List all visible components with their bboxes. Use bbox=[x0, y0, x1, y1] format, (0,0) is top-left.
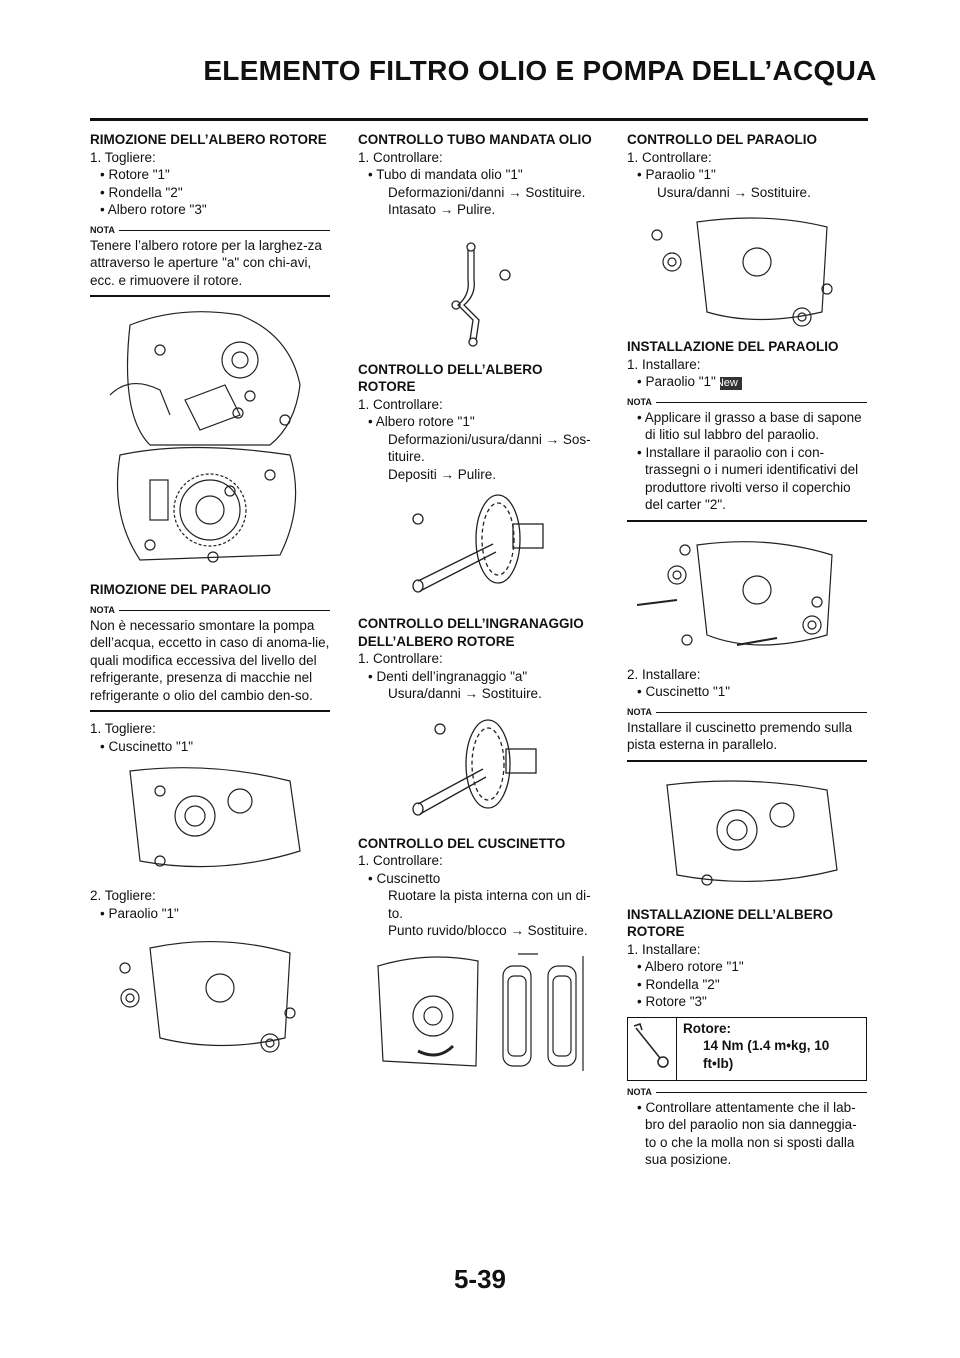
spec-value: 14 Nm (1.4 m•kg, 10 ft•lb) bbox=[703, 1038, 830, 1071]
nota-header: NOTA bbox=[90, 225, 330, 237]
heading-controllo-albero: CONTROLLO DELL’ALBERO ROTORE bbox=[358, 361, 543, 394]
nota-end-rule bbox=[90, 295, 330, 297]
nota-header: NOTA bbox=[627, 397, 867, 409]
nota-text: • Applicare il grasso a base di sapone di litio sul labbro del paraolio. bbox=[637, 409, 862, 442]
nota-header: NOTA bbox=[627, 1087, 867, 1099]
bearing-removal-illustration bbox=[90, 761, 330, 881]
bullet: • Albero rotore "1" bbox=[637, 959, 744, 974]
nota-end-rule bbox=[627, 760, 867, 762]
step: 1. Installare: bbox=[627, 941, 701, 957]
instruction: Ruotare la pista interna con un di-to. bbox=[388, 888, 591, 921]
step: 2. Installare: bbox=[627, 666, 701, 682]
nota-text: Non è necessario smontare la pompa dell’acqua, eccetto in caso di anoma-lie, quali modifica eccessiva del livello del refrigerante, presenza di macchie nel refrigerante o olio del cambio den-so. bbox=[90, 617, 330, 703]
column-1 bbox=[90, 131, 330, 1064]
oil-seal-install-illustration bbox=[627, 530, 867, 660]
step: 1. Controllare: bbox=[358, 853, 443, 868]
instruction: Intasato → Pulire. bbox=[388, 202, 496, 217]
heading-controllo-tubo: CONTROLLO TUBO MANDATA OLIO bbox=[358, 132, 592, 147]
rotor-shaft-illustration bbox=[358, 489, 598, 609]
nota-header: NOTA bbox=[90, 605, 330, 617]
bullet: • Paraolio "1" bbox=[637, 167, 716, 182]
bullet: • Cuscinetto "1" bbox=[100, 738, 194, 754]
rotor-removal-illustration bbox=[90, 305, 330, 575]
bullet: • Albero rotore "3" bbox=[100, 202, 207, 217]
instruction: Depositi → Pulire. bbox=[388, 466, 497, 482]
bullet: • Cuscinetto bbox=[368, 870, 441, 886]
nota-header: NOTA bbox=[627, 707, 867, 719]
oil-seal-removal-illustration bbox=[90, 928, 330, 1058]
nota-text: • Installare il paraolio con i con-trassegni o i numeri identificativi del produttore rivolti verso il coperchio del carter "2". bbox=[637, 444, 859, 512]
step: 1. Controllare: bbox=[358, 396, 443, 412]
spec-label: Rotore: bbox=[683, 1020, 731, 1036]
nota-text: • Controllare attentamente che il lab-bro del paraolio non sia danneggia-to o che la molla non si sposti dalla sua posizione. bbox=[637, 1099, 857, 1167]
bullet: • Denti dell’ingranaggio "a" bbox=[368, 668, 528, 684]
step: 1. Togliere: bbox=[90, 149, 156, 165]
instruction: Deformazioni/danni → Sostituire. bbox=[388, 184, 586, 200]
step: 1. Installare: bbox=[627, 356, 701, 372]
oil-seal-check-illustration bbox=[627, 207, 867, 332]
page-title: ELEMENTO FILTRO OLIO E POMPA DELL’ACQUA bbox=[203, 55, 877, 86]
nota-text: Installare il cuscinetto premendo sulla pista esterna in parallelo. bbox=[627, 719, 853, 752]
bullet: • Albero rotore "1" bbox=[368, 414, 475, 429]
bullet: • Paraolio "1" bbox=[100, 905, 179, 921]
new-badge: New bbox=[720, 377, 742, 390]
torque-wrench-icon bbox=[628, 1018, 677, 1080]
heading-installazione-albero: INSTALLAZIONE DELL’ALBERO ROTORE bbox=[627, 906, 833, 939]
oil-delivery-pipe-illustration bbox=[358, 225, 598, 355]
step: 2. Togliere: bbox=[90, 888, 156, 903]
step: 1. Controllare: bbox=[627, 149, 712, 165]
step: 1. Controllare: bbox=[358, 651, 443, 666]
bearing-install-illustration bbox=[627, 770, 867, 900]
bullet: • Tubo di mandata olio "1" bbox=[368, 167, 523, 182]
step: 1. Togliere: bbox=[90, 721, 156, 736]
instruction: Deformazioni/usura/danni → Sos-tituire. bbox=[388, 431, 591, 464]
step: 1. Controllare: bbox=[358, 149, 443, 165]
heading-controllo-cuscinetto: CONTROLLO DEL CUSCINETTO bbox=[358, 835, 566, 851]
rotor-gear-illustration bbox=[358, 709, 598, 829]
heading-rimozione-albero: RIMOZIONE DELL’ALBERO ROTORE bbox=[90, 132, 327, 147]
torque-spec-box bbox=[627, 1017, 867, 1081]
bullet: • Rotore "1" bbox=[100, 167, 170, 182]
bullet: • Rondella "2" bbox=[637, 976, 720, 992]
bearing-check-illustration bbox=[358, 946, 598, 1076]
instruction: Usura/danni → Sostituire. bbox=[657, 184, 811, 200]
page-number: 5-39 bbox=[453, 1264, 507, 1294]
heading-controllo-ingranaggio: CONTROLLO DELL’INGRANAGGIO DELL’ALBERO ROTORE bbox=[358, 616, 584, 649]
nota-text: Tenere l’albero rotore per la larghez-za attraverso le aperture "a" con chi-avi, ecc. e rimuovere il rotore. bbox=[90, 237, 322, 288]
instruction: Usura/danni → Sostituire. bbox=[388, 686, 542, 701]
title-rule bbox=[90, 118, 868, 121]
bullet: • Paraolio "1"New bbox=[627, 373, 867, 391]
bullet: • Rotore "3" bbox=[637, 994, 707, 1009]
bullet: • Cuscinetto "1" bbox=[637, 684, 731, 699]
nota-end-rule bbox=[627, 520, 867, 522]
heading-rimozione-paraolio: RIMOZIONE DEL PARAOLIO bbox=[90, 582, 272, 597]
instruction: Punto ruvido/blocco → Sostituire. bbox=[388, 923, 588, 938]
heading-installazione-paraolio: INSTALLAZIONE DEL PARAOLIO bbox=[627, 339, 839, 354]
column-2 bbox=[358, 131, 598, 1082]
column-3 bbox=[627, 131, 867, 1169]
heading-controllo-paraolio: CONTROLLO DEL PARAOLIO bbox=[627, 132, 817, 147]
bullet: • Rondella "2" bbox=[100, 184, 183, 200]
nota-end-rule bbox=[90, 710, 330, 712]
